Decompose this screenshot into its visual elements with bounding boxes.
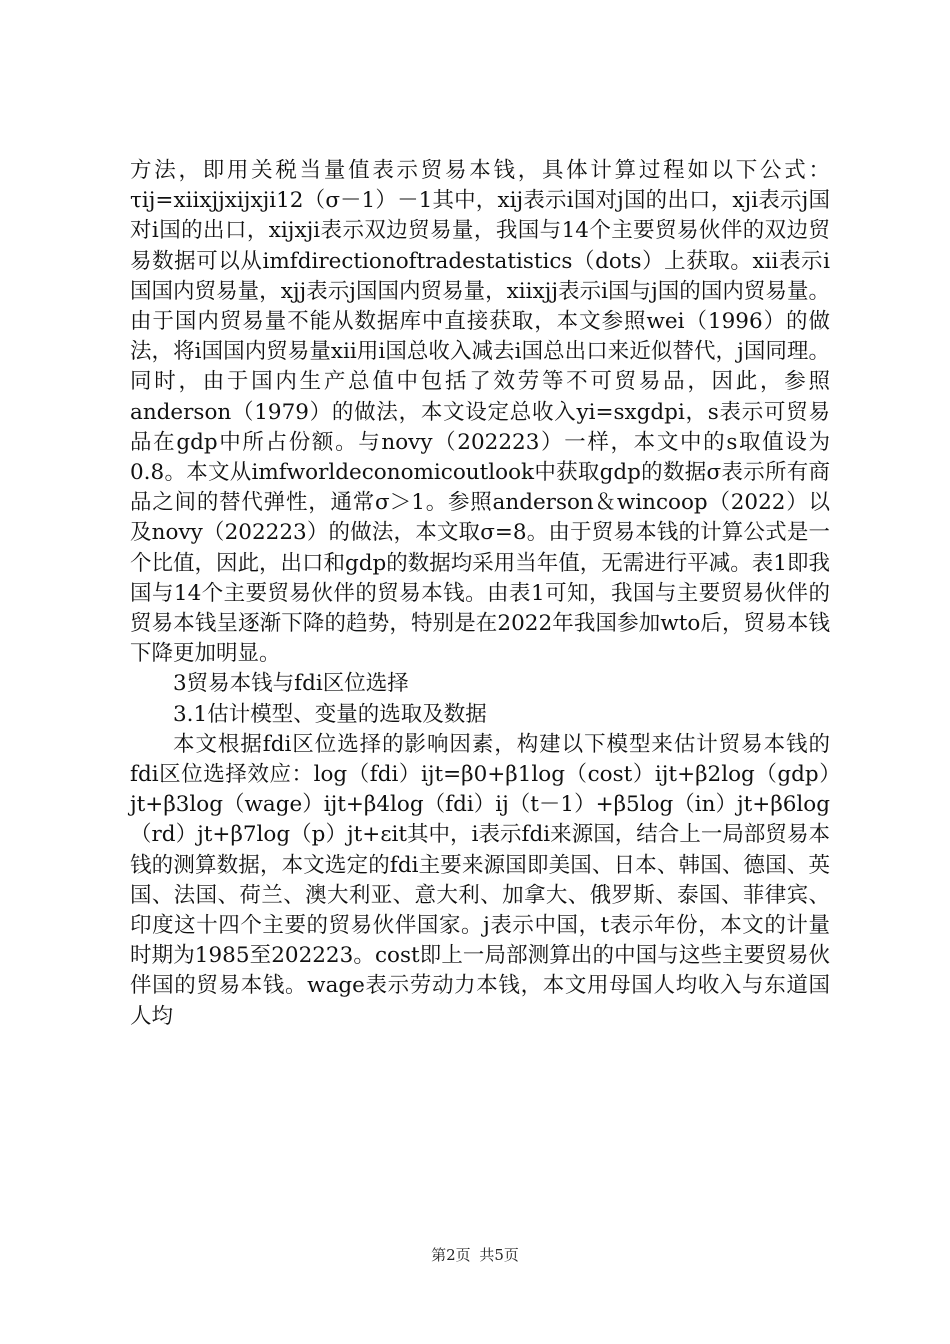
paragraph-trade-cost-method: 方法，即用关税当量值表示贸易本钱，具体计算过程如以下公式：τij=xiixjjxijxji12（σ－1）－1其中，xij表示i国对j国的出口，xji表示j国对i国的出口，xijxji表示双边贸易量，我国与14个主要贸易伙伴的双边贸易数据可以从imfdirectionoftradestatistics（dots）上获取。xii表示i国国内贸易量，xjj表示j国国内贸易量，xiixjj表示i国与j国的国内贸易量。由于国内贸易量不能从数据库中直接获取，本文参照wei（1996）的做法，将i国国内贸易量xii用i国总收入减去i国总出口来近似替代，j国同理。同时，由于国内生产总值中包括了效劳等不可贸易品，因此，参照anderson（1979）的做法，本文设定总收入yi=sxgdpi，s表示可贸易品在gdp中所占份额。与novy（202223）一样，本文中的s取值设为0.8。本文从imfworldeconomicoutlook中获取gdp的数据σ表示所有商品之间的替代弹性，通常σ＞1。参照anderson＆wincoop（2022）以及novy（202223）的做法，本文取σ=8。由于贸易本钱的计算公式是一个比值，因此，出口和gdp的数据均采用当年值，无需进行平减。表1即我国与14个主要贸易伙伴的贸易本钱。由表1可知，我国与主要贸易伙伴的贸易本钱呈逐渐下降的趋势，特别是在2022年我国参加wto后，贸易本钱下降更加明显。: [130, 158, 830, 667]
page-footer: [0, 1244, 950, 1265]
page-number: 第2页: [431, 1246, 471, 1264]
section-heading-3: 3贸易本钱与fdi区位选择: [173, 671, 409, 697]
document-body: [130, 156, 830, 1032]
paragraph-model: 本文根据fdi区位选择的影响因素，构建以下模型来估计贸易本钱的fdi区位选择效应：log（fdi）ijt=β0+β1log（cost）ijt+β2log（gdp）jt+β3log（wage）ijt+β4log（fdi）ij（t－1）+β5log（in）jt+β6log（rd）jt+β7log（p）jt+εit其中，i表示fdi来源国，结合上一局部贸易本钱的测算数据，本文选定的fdi主要来源国即美国、日本、韩国、德国、英国、法国、荷兰、澳大利亚、意大利、加拿大、俄罗斯、泰国、菲律宾、印度这十四个主要的贸易伙伴国家。j表示中国，t表示年份，本文的计量时期为1985至202223。cost即上一局部测算出的中国与这些主要贸易伙伴国的贸易本钱。wage表示劳动力本钱，本文用母国人均收入与东道国人均: [130, 731, 831, 1029]
page-total: 共5页: [479, 1246, 519, 1264]
section-heading-3-1: 3.1估计模型、变量的选取及数据: [173, 701, 487, 727]
